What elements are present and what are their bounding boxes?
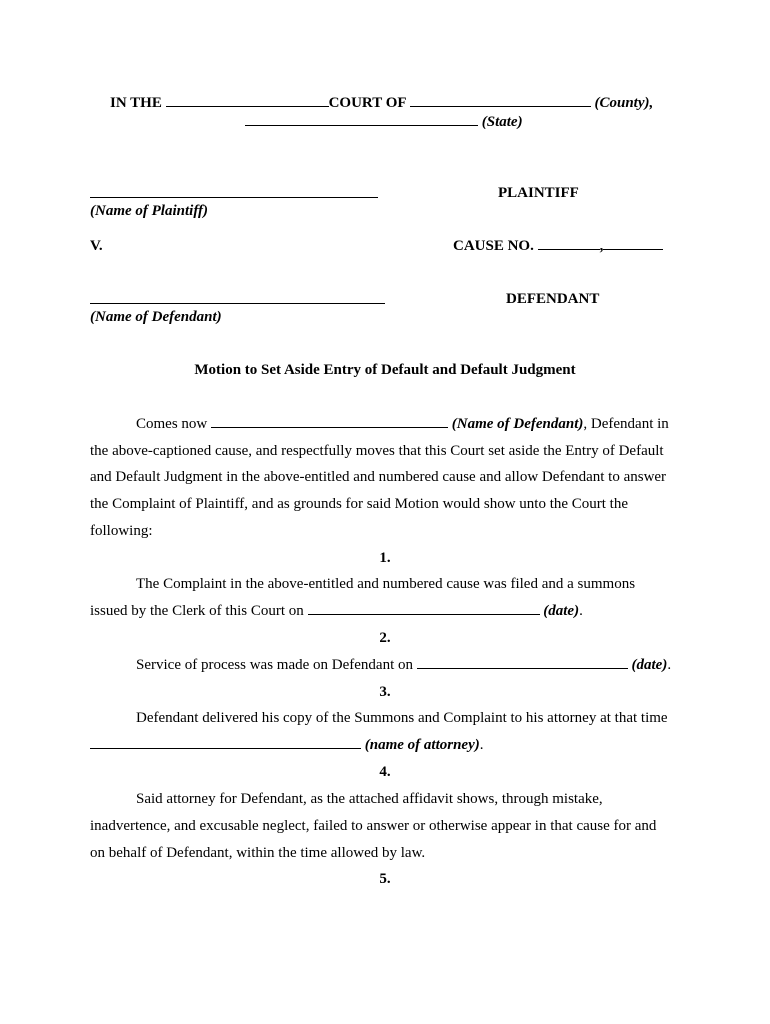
cause-number bbox=[453, 236, 663, 256]
court-caption-line bbox=[110, 93, 653, 113]
comes-now-text: Comes now bbox=[136, 416, 208, 432]
intro-line-3: and Default Judgment in the above-entitled and numbered cause and allow Defendant to answer bbox=[90, 469, 667, 485]
paragraph-1-line-2 bbox=[90, 601, 690, 621]
filing-date-label: (date) bbox=[543, 603, 580, 619]
intro-line-2: the above-captioned cause, and respectfully moves that this Court set aside the Entry of Default bbox=[90, 443, 664, 459]
paragraph-2-text: Service of process was made on Defendant on bbox=[136, 657, 413, 673]
paragraph-4-line-3: on behalf of Defendant, within the time allowed by law. bbox=[90, 845, 426, 861]
paragraph-1-period: . bbox=[579, 603, 583, 619]
paragraph-number-4: 4. bbox=[379, 764, 391, 780]
attorney-name-label: (name of attorney) bbox=[364, 737, 480, 753]
plaintiff-name-label: (Name of Plaintiff) bbox=[90, 203, 209, 219]
cause-number-blank-1 bbox=[538, 236, 600, 250]
paragraph-3-line-1: Defendant delivered his copy of the Summons and Complaint to his attorney at that time bbox=[136, 710, 668, 726]
county-blank bbox=[410, 93, 591, 107]
paragraph-number-2: 2. bbox=[379, 630, 391, 646]
versus-label: V. bbox=[90, 238, 103, 254]
name-of-defendant-label: (Name of Defendant) bbox=[451, 416, 584, 432]
paragraph-4-line-1: Said attorney for Defendant, as the attached affidavit shows, through mistake, bbox=[136, 791, 603, 807]
state-label: (State) bbox=[481, 114, 523, 130]
paragraph-2-line-1 bbox=[136, 655, 736, 675]
plaintiff-label: PLAINTIFF bbox=[498, 185, 579, 201]
state-caption-line bbox=[245, 112, 523, 132]
paragraph-number-3: 3. bbox=[379, 684, 391, 700]
cause-no-label: CAUSE NO. bbox=[453, 238, 534, 254]
service-date-blank bbox=[417, 655, 628, 669]
paragraph-3-line-2 bbox=[90, 735, 690, 755]
plaintiff-name-blank bbox=[90, 197, 378, 198]
court-of-label: COURT OF bbox=[328, 95, 406, 111]
defendant-label: DEFENDANT bbox=[506, 291, 600, 307]
defendant-name-blank bbox=[90, 303, 385, 304]
cause-separator: , bbox=[599, 238, 604, 254]
motion-title: Motion to Set Aside Entry of Default and Default Judgment bbox=[194, 362, 576, 378]
cause-number-blank-2 bbox=[603, 236, 663, 250]
intro-line-5: following: bbox=[90, 523, 153, 539]
intro-line-1 bbox=[136, 414, 736, 434]
in-the-label: IN THE bbox=[110, 95, 162, 111]
court-name-blank bbox=[166, 93, 329, 107]
intro-line-1-tail: , Defendant in bbox=[583, 416, 669, 432]
county-label: (County), bbox=[594, 95, 654, 111]
paragraph-2-period: . bbox=[667, 657, 672, 673]
service-date-label: (date) bbox=[631, 657, 668, 673]
defendant-name-inline-blank bbox=[211, 414, 448, 428]
paragraph-number-5: 5. bbox=[379, 871, 391, 887]
paragraph-1-line-2-text: issued by the Clerk of this Court on bbox=[90, 603, 304, 619]
paragraph-3-period: . bbox=[479, 737, 484, 753]
attorney-name-blank bbox=[90, 735, 361, 749]
defendant-name-label: (Name of Defendant) bbox=[90, 309, 222, 325]
state-blank bbox=[245, 112, 478, 126]
paragraph-1-line-1: The Complaint in the above-entitled and numbered cause was filed and a summons bbox=[136, 576, 636, 592]
paragraph-number-1: 1. bbox=[379, 550, 391, 566]
paragraph-4-line-2: inadvertence, and excusable neglect, failed to answer or otherwise appear in that cause for and bbox=[90, 818, 657, 834]
filing-date-blank bbox=[308, 601, 540, 615]
intro-line-4: the Complaint of Plaintiff, and as grounds for said Motion would show unto the Court the bbox=[90, 496, 629, 512]
